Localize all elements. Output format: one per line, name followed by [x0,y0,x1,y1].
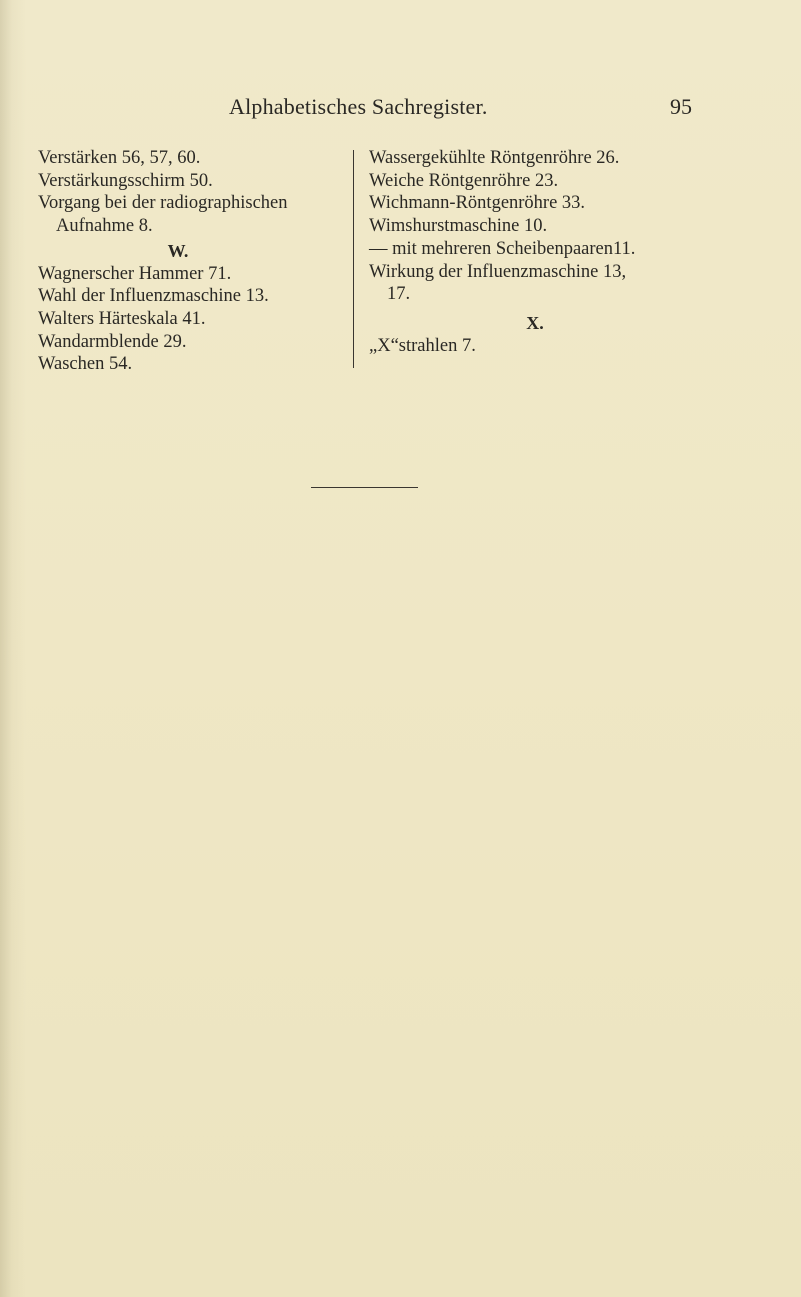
page-number: 95 [670,94,692,119]
index-entry: Weiche Röntgenröhre 23. [369,170,559,191]
index-entry: Walters Härteskala 41. [38,308,206,329]
index-column-left [38,147,338,376]
index-entry: Wandarmblende 29. [38,331,187,352]
index-entry: Vorgang bei der radiographischen [38,193,288,214]
page-header [0,94,801,124]
index-entry-continuation: Aufnahme 8. [56,216,153,237]
section-letter-x: X. [526,312,544,333]
index-entry: Wirkung der Influenzmaschine 13, [369,261,627,282]
running-title: Alphabetisches Sachregister. [229,94,488,119]
index-entry: „X“strahlen 7. [369,335,476,356]
column-divider [353,150,354,368]
index-entry: Waschen 54. [38,354,133,375]
section-letter-w: W. [167,240,189,261]
index-column-right [369,147,789,357]
index-entry: Wimshurstmaschine 10. [369,216,548,237]
index-entry: Wagnerscher Hammer 71. [38,263,232,284]
end-rule [311,487,418,488]
index-entry: Verstärkungsschirm 50. [38,170,213,191]
index-entry: — mit mehreren Scheibenpaaren11. [369,238,636,259]
index-entry: Wahl der Influenzmaschine 13. [38,286,269,307]
index-entry: Wichmann-Röntgenröhre 33. [369,193,586,214]
index-entry: Verstärken 56, 57, 60. [38,148,201,168]
index-entry: Wassergekühlte Röntgenröhre 26. [369,148,620,168]
index-entry-continuation: 17. [387,284,411,305]
